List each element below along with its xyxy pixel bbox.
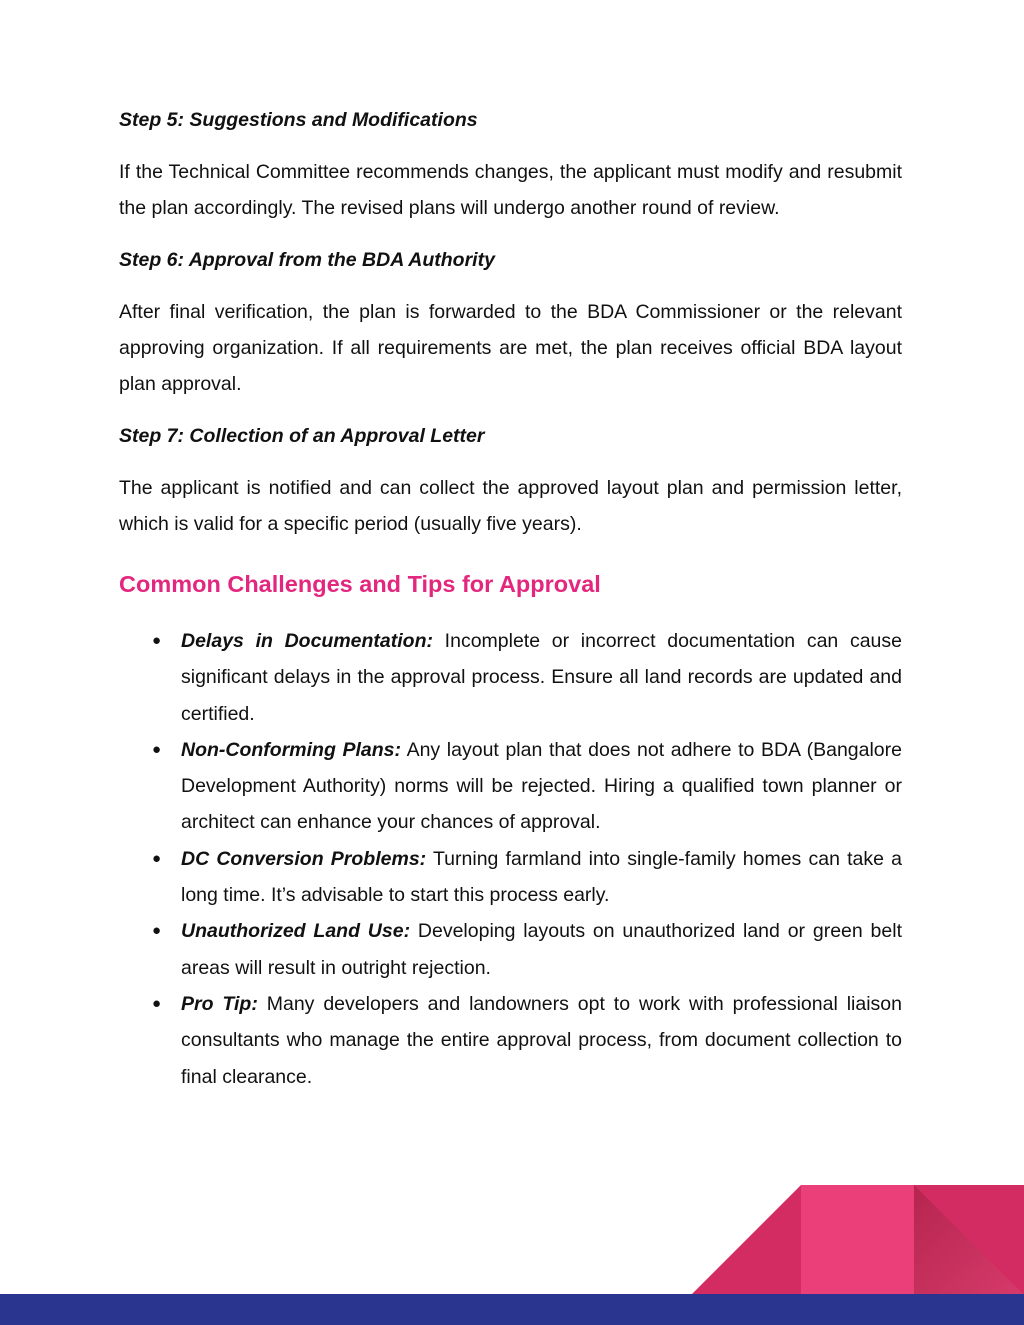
- bullet-text: Incomplete or incorrect documentation can cause significant delays in the approval process. Ensure all land records are updated and certified.: [181, 630, 902, 725]
- bullet-icon: ●: [152, 849, 162, 867]
- bullet-icon: ●: [152, 922, 162, 940]
- step-6-paragraph: After final verification, the plan is forwarded to the BDA Commissioner or the relevant approving organization. If all requirements are met, the plan receives official BDA layout plan approval.: [119, 301, 902, 395]
- bullet-term: Non-Conforming Plans:: [181, 738, 402, 761]
- step-5-paragraph: If the Technical Committee recommends changes, the applicant must modify and resubmit the plan accordingly. The revised plans will undergo another round of review.: [119, 161, 902, 219]
- step-7-paragraph: The applicant is notified and can collect the approved layout plan and permission letter, which is valid for a specific period (usually five years).: [119, 477, 902, 535]
- bullet-text: Any layout plan that does not adhere to BDA (Bangalore Development Authority) norms will be rejected. Hiring a qualified town planner or architect can enhance your chances of approval.: [181, 738, 902, 834]
- bullet-icon: ●: [152, 740, 162, 758]
- bullet-text: Many developers and landowners opt to work with professional liaison consultants who manage the entire approval process, from document collection to final clearance.: [181, 992, 902, 1088]
- step-6-heading: Step 6: Approval from the BDA Authority: [119, 249, 495, 271]
- bullet-text: Turning farmland into single-family homes can take a long time. It’s advisable to start this process early.: [181, 847, 902, 907]
- deco-crimson-triangle: [691, 1185, 801, 1295]
- bullet-text: Developing layouts on unauthorized land or green belt areas will result in outright rejection.: [181, 920, 902, 979]
- bullet-icon: ●: [152, 994, 162, 1012]
- section-title: Common Challenges and Tips for Approval: [119, 571, 601, 597]
- deco-pink-block: [801, 1185, 914, 1295]
- bullet-term: Delays in Documentation:: [181, 630, 433, 652]
- step-5-heading: Step 5: Suggestions and Modifications: [119, 109, 478, 131]
- step-7-heading: Step 7: Collection of an Approval Letter: [119, 425, 485, 447]
- footer-band: [0, 1294, 1024, 1325]
- bullet-icon: ●: [152, 632, 162, 649]
- bullet-term: Pro Tip:: [181, 992, 258, 1015]
- bullet-term: DC Conversion Problems:: [181, 847, 427, 870]
- bullet-term: Unauthorized Land Use:: [181, 920, 411, 943]
